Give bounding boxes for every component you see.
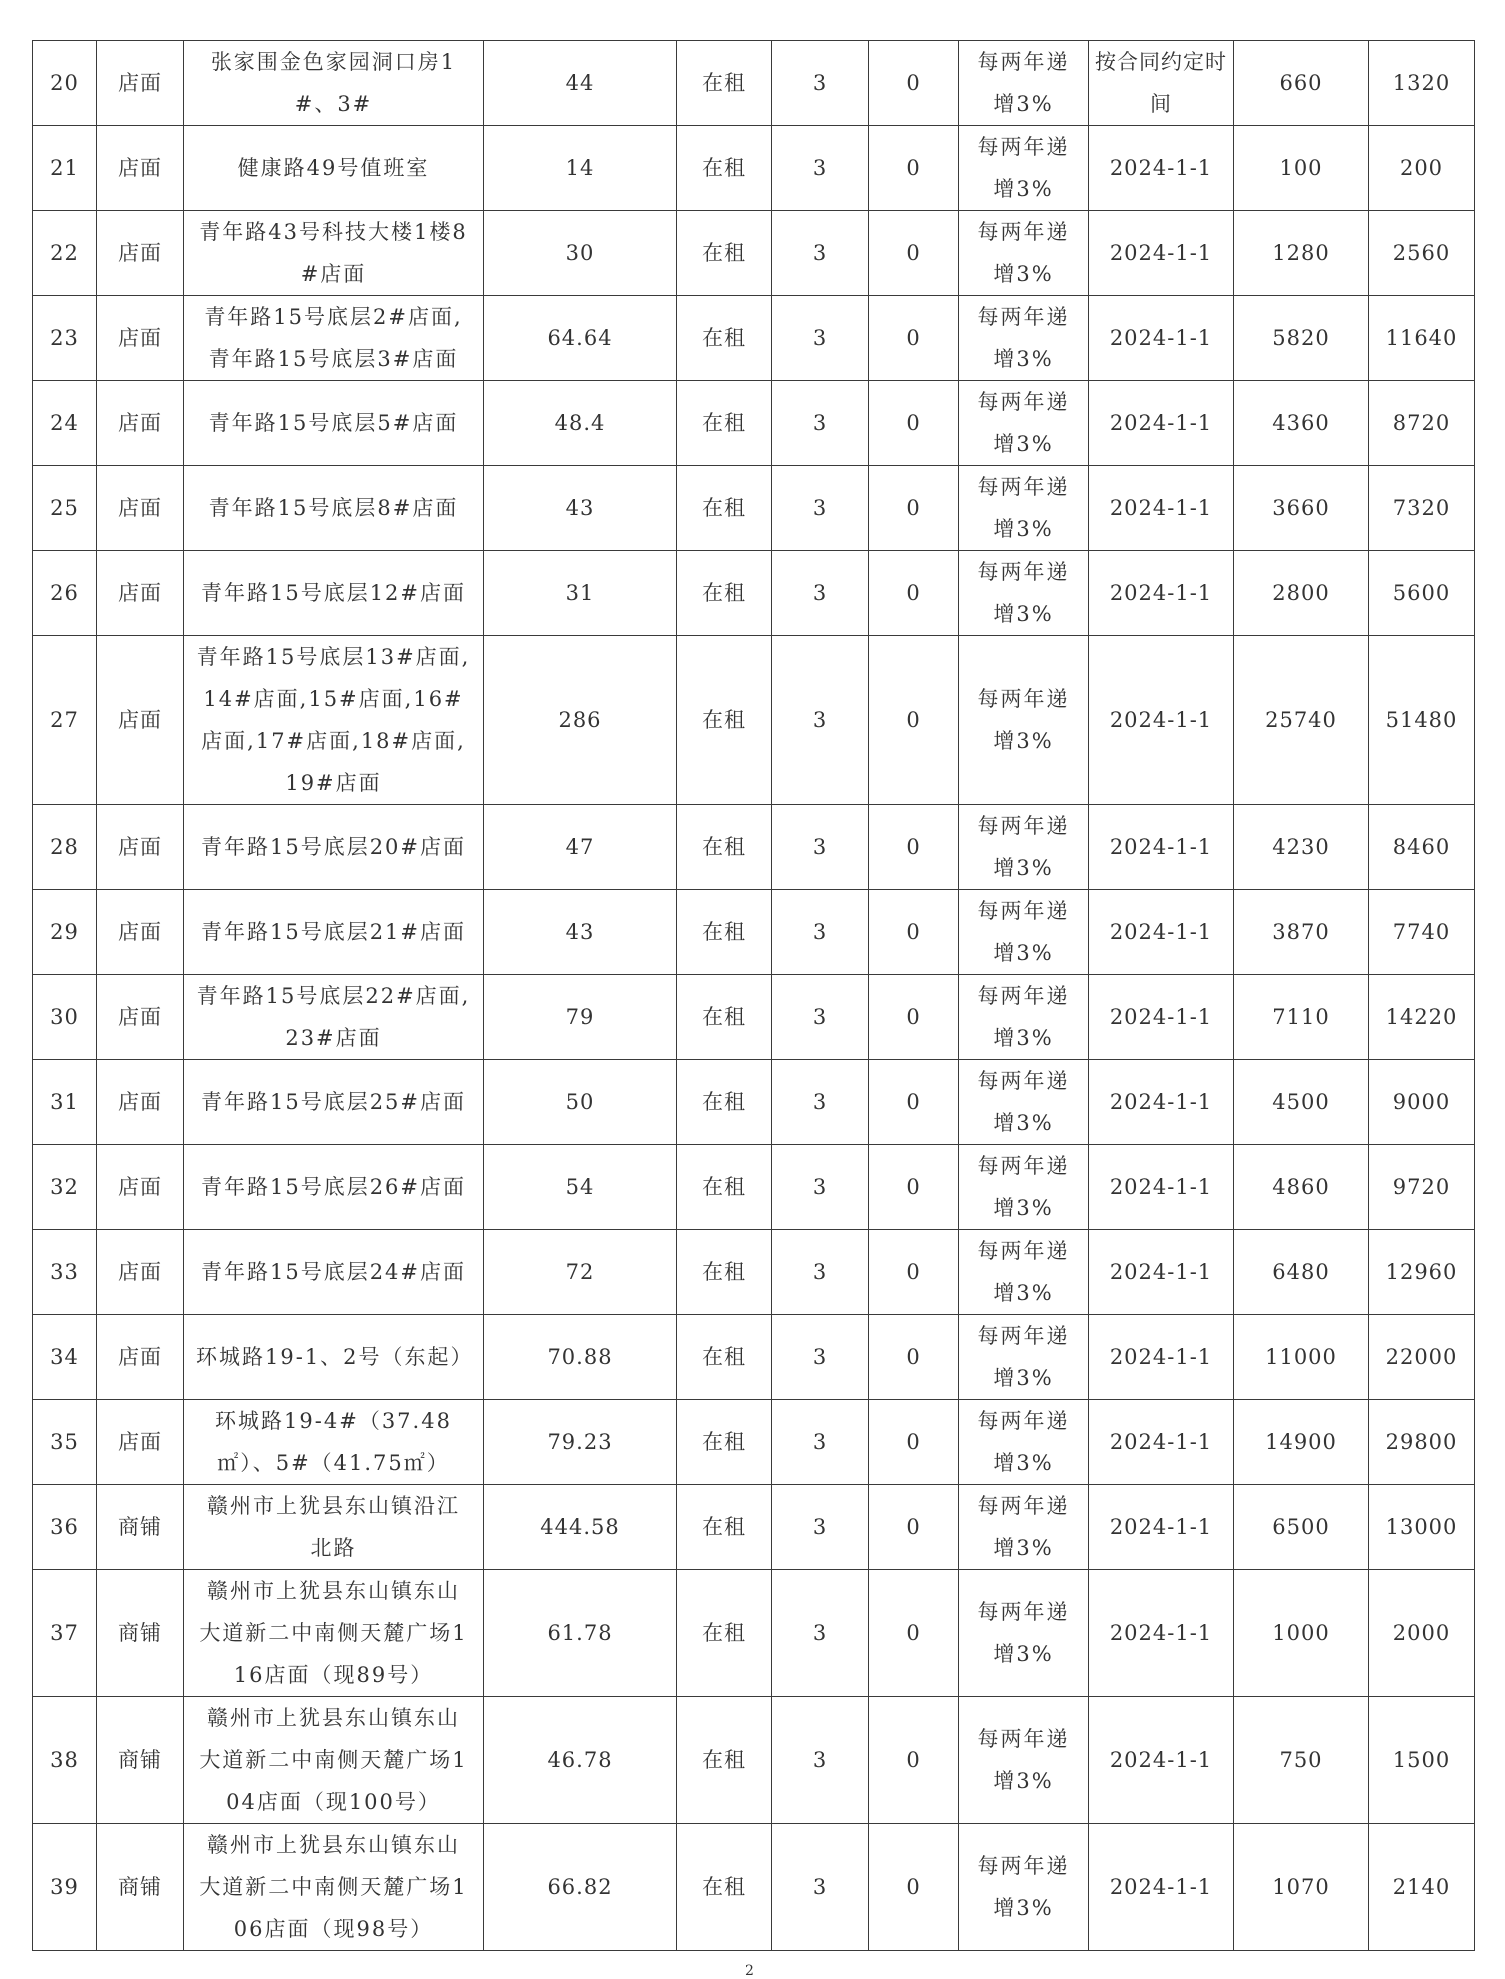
row-number-cell: 36 [33,1485,97,1570]
deposit-cell: 2140 [1369,1824,1475,1951]
property-type-cell: 店面 [97,41,184,126]
rent-increase-cell: 每两年递增3% [959,1697,1089,1824]
table-row [33,41,1475,126]
monthly-rent-cell: 4860 [1234,1145,1369,1230]
address-cell: 青年路15号底层8#店面 [184,466,484,551]
row-number-cell: 34 [33,1315,97,1400]
lease-term-cell: 3 [772,41,869,126]
rent-increase-cell: 每两年递增3% [959,126,1089,211]
lease-term-cell: 3 [772,1315,869,1400]
start-date-cell: 2024-1-1 [1089,1824,1234,1951]
status-cell: 在租 [677,1824,772,1951]
area-cell: 31 [484,551,677,636]
table-row [33,1824,1475,1951]
area-cell: 43 [484,466,677,551]
status-cell: 在租 [677,1697,772,1824]
row-number-cell: 29 [33,890,97,975]
status-cell: 在租 [677,41,772,126]
deposit-cell: 13000 [1369,1485,1475,1570]
status-cell: 在租 [677,1400,772,1485]
status-cell: 在租 [677,975,772,1060]
lease-term-cell: 3 [772,296,869,381]
row-number-cell: 25 [33,466,97,551]
start-date-cell: 2024-1-1 [1089,1230,1234,1315]
rent-increase-cell: 每两年递增3% [959,1485,1089,1570]
monthly-rent-cell: 4500 [1234,1060,1369,1145]
deposit-cell: 12960 [1369,1230,1475,1315]
lease-term-cell: 3 [772,1697,869,1824]
address-cell: 青年路15号底层20#店面 [184,805,484,890]
rent-increase-cell: 每两年递增3% [959,1060,1089,1145]
address-cell: 环城路19-1、2号（东起） [184,1315,484,1400]
status-cell: 在租 [677,1570,772,1697]
deposit-cell: 9000 [1369,1060,1475,1145]
address-cell: 张家围金色家园洞口房1#、3# [184,41,484,126]
table-row [33,1145,1475,1230]
property-type-cell: 店面 [97,466,184,551]
start-date-cell: 2024-1-1 [1089,805,1234,890]
address-cell: 环城路19-4#（37.48㎡）、5#（41.75㎡） [184,1400,484,1485]
area-cell: 79 [484,975,677,1060]
row-number-cell: 37 [33,1570,97,1697]
monthly-rent-cell: 100 [1234,126,1369,211]
property-type-cell: 店面 [97,1315,184,1400]
lease-term-cell: 3 [772,1400,869,1485]
status-cell: 在租 [677,381,772,466]
start-date-cell: 2024-1-1 [1089,1315,1234,1400]
rent-increase-cell: 每两年递增3% [959,1400,1089,1485]
deposit-cell: 5600 [1369,551,1475,636]
area-cell: 50 [484,1060,677,1145]
free-period-cell: 0 [869,1230,959,1315]
free-period-cell: 0 [869,975,959,1060]
lease-term-cell: 3 [772,1570,869,1697]
start-date-cell: 2024-1-1 [1089,1570,1234,1697]
start-date-cell: 2024-1-1 [1089,211,1234,296]
row-number-cell: 38 [33,1697,97,1824]
address-cell: 青年路15号底层2#店面,青年路15号底层3#店面 [184,296,484,381]
table-row [33,1230,1475,1315]
property-type-cell: 店面 [97,1400,184,1485]
start-date-cell: 2024-1-1 [1089,975,1234,1060]
deposit-cell: 29800 [1369,1400,1475,1485]
property-type-cell: 店面 [97,126,184,211]
table-row [33,1060,1475,1145]
table-row [33,211,1475,296]
rent-increase-cell: 每两年递增3% [959,1570,1089,1697]
deposit-cell: 2000 [1369,1570,1475,1697]
rental-table [32,40,1475,1951]
lease-term-cell: 3 [772,551,869,636]
start-date-cell: 2024-1-1 [1089,466,1234,551]
deposit-cell: 7740 [1369,890,1475,975]
property-type-cell: 店面 [97,636,184,805]
deposit-cell: 7320 [1369,466,1475,551]
address-cell: 青年路15号底层26#店面 [184,1145,484,1230]
monthly-rent-cell: 5820 [1234,296,1369,381]
property-type-cell: 店面 [97,805,184,890]
lease-term-cell: 3 [772,1485,869,1570]
table-row [33,636,1475,805]
free-period-cell: 0 [869,551,959,636]
property-type-cell: 商铺 [97,1485,184,1570]
area-cell: 72 [484,1230,677,1315]
table-row [33,1315,1475,1400]
free-period-cell: 0 [869,1697,959,1824]
area-cell: 64.64 [484,296,677,381]
free-period-cell: 0 [869,41,959,126]
monthly-rent-cell: 1000 [1234,1570,1369,1697]
status-cell: 在租 [677,211,772,296]
property-type-cell: 店面 [97,551,184,636]
table-row [33,466,1475,551]
row-number-cell: 23 [33,296,97,381]
status-cell: 在租 [677,1060,772,1145]
status-cell: 在租 [677,1315,772,1400]
lease-term-cell: 3 [772,805,869,890]
table-row [33,975,1475,1060]
free-period-cell: 0 [869,381,959,466]
free-period-cell: 0 [869,296,959,381]
free-period-cell: 0 [869,1570,959,1697]
monthly-rent-cell: 7110 [1234,975,1369,1060]
free-period-cell: 0 [869,1060,959,1145]
lease-term-cell: 3 [772,211,869,296]
rent-increase-cell: 每两年递增3% [959,1315,1089,1400]
start-date-cell: 2024-1-1 [1089,636,1234,805]
area-cell: 14 [484,126,677,211]
address-cell: 赣州市上犹县东山镇东山大道新二中南侧天麓广场104店面（现100号） [184,1697,484,1824]
rent-increase-cell: 每两年递增3% [959,975,1089,1060]
monthly-rent-cell: 3660 [1234,466,1369,551]
deposit-cell: 14220 [1369,975,1475,1060]
lease-term-cell: 3 [772,381,869,466]
property-type-cell: 店面 [97,381,184,466]
property-type-cell: 商铺 [97,1570,184,1697]
address-cell: 青年路15号底层25#店面 [184,1060,484,1145]
property-type-cell: 商铺 [97,1697,184,1824]
start-date-cell: 2024-1-1 [1089,126,1234,211]
table-row [33,1697,1475,1824]
address-cell: 青年路15号底层13#店面,14#店面,15#店面,16#店面,17#店面,18#店面,19#店面 [184,636,484,805]
free-period-cell: 0 [869,636,959,805]
table-row [33,126,1475,211]
property-type-cell: 店面 [97,1145,184,1230]
monthly-rent-cell: 1280 [1234,211,1369,296]
rent-increase-cell: 每两年递增3% [959,1230,1089,1315]
address-cell: 青年路15号底层5#店面 [184,381,484,466]
free-period-cell: 0 [869,1400,959,1485]
monthly-rent-cell: 6500 [1234,1485,1369,1570]
free-period-cell: 0 [869,1145,959,1230]
lease-term-cell: 3 [772,1145,869,1230]
status-cell: 在租 [677,636,772,805]
row-number-cell: 39 [33,1824,97,1951]
rent-increase-cell: 每两年递增3% [959,805,1089,890]
area-cell: 286 [484,636,677,805]
area-cell: 30 [484,211,677,296]
area-cell: 66.82 [484,1824,677,1951]
area-cell: 79.23 [484,1400,677,1485]
deposit-cell: 1320 [1369,41,1475,126]
lease-term-cell: 3 [772,126,869,211]
area-cell: 46.78 [484,1697,677,1824]
address-cell: 赣州市上犹县东山镇东山大道新二中南侧天麓广场116店面（现89号） [184,1570,484,1697]
lease-term-cell: 3 [772,890,869,975]
deposit-cell: 2560 [1369,211,1475,296]
table-row [33,805,1475,890]
table-row [33,1570,1475,1697]
deposit-cell: 9720 [1369,1145,1475,1230]
deposit-cell: 8460 [1369,805,1475,890]
start-date-cell: 2024-1-1 [1089,1145,1234,1230]
deposit-cell: 8720 [1369,381,1475,466]
monthly-rent-cell: 4360 [1234,381,1369,466]
monthly-rent-cell: 2800 [1234,551,1369,636]
monthly-rent-cell: 6480 [1234,1230,1369,1315]
monthly-rent-cell: 660 [1234,41,1369,126]
monthly-rent-cell: 25740 [1234,636,1369,805]
row-number-cell: 30 [33,975,97,1060]
table-row [33,1400,1475,1485]
table-body [33,41,1475,1951]
free-period-cell: 0 [869,890,959,975]
area-cell: 61.78 [484,1570,677,1697]
area-cell: 43 [484,890,677,975]
status-cell: 在租 [677,1145,772,1230]
rent-increase-cell: 每两年递增3% [959,41,1089,126]
free-period-cell: 0 [869,805,959,890]
property-type-cell: 店面 [97,1230,184,1315]
row-number-cell: 35 [33,1400,97,1485]
free-period-cell: 0 [869,1315,959,1400]
free-period-cell: 0 [869,211,959,296]
address-cell: 青年路15号底层22#店面,23#店面 [184,975,484,1060]
area-cell: 444.58 [484,1485,677,1570]
row-number-cell: 32 [33,1145,97,1230]
table-row [33,1485,1475,1570]
table-row [33,890,1475,975]
lease-term-cell: 3 [772,975,869,1060]
address-cell: 赣州市上犹县东山镇沿江北路 [184,1485,484,1570]
row-number-cell: 20 [33,41,97,126]
status-cell: 在租 [677,805,772,890]
rent-increase-cell: 每两年递增3% [959,890,1089,975]
property-type-cell: 店面 [97,890,184,975]
area-cell: 48.4 [484,381,677,466]
row-number-cell: 28 [33,805,97,890]
property-type-cell: 店面 [97,296,184,381]
status-cell: 在租 [677,466,772,551]
start-date-cell: 2024-1-1 [1089,1485,1234,1570]
area-cell: 47 [484,805,677,890]
lease-term-cell: 3 [772,466,869,551]
rent-increase-cell: 每两年递增3% [959,551,1089,636]
monthly-rent-cell: 750 [1234,1697,1369,1824]
rent-increase-cell: 每两年递增3% [959,296,1089,381]
table-row [33,551,1475,636]
rent-increase-cell: 每两年递增3% [959,381,1089,466]
address-cell: 青年路43号科技大楼1楼8#店面 [184,211,484,296]
status-cell: 在租 [677,296,772,381]
free-period-cell: 0 [869,1824,959,1951]
property-type-cell: 店面 [97,1060,184,1145]
row-number-cell: 33 [33,1230,97,1315]
lease-term-cell: 3 [772,1230,869,1315]
rent-increase-cell: 每两年递增3% [959,1824,1089,1951]
monthly-rent-cell: 3870 [1234,890,1369,975]
start-date-cell: 2024-1-1 [1089,1697,1234,1824]
deposit-cell: 11640 [1369,296,1475,381]
start-date-cell: 2024-1-1 [1089,1400,1234,1485]
area-cell: 54 [484,1145,677,1230]
status-cell: 在租 [677,551,772,636]
property-type-cell: 商铺 [97,1824,184,1951]
monthly-rent-cell: 14900 [1234,1400,1369,1485]
property-type-cell: 店面 [97,211,184,296]
rent-increase-cell: 每两年递增3% [959,466,1089,551]
status-cell: 在租 [677,890,772,975]
deposit-cell: 51480 [1369,636,1475,805]
row-number-cell: 27 [33,636,97,805]
free-period-cell: 0 [869,466,959,551]
table-row [33,381,1475,466]
row-number-cell: 31 [33,1060,97,1145]
row-number-cell: 21 [33,126,97,211]
status-cell: 在租 [677,1485,772,1570]
start-date-cell: 按合同约定时间 [1089,41,1234,126]
deposit-cell: 22000 [1369,1315,1475,1400]
free-period-cell: 0 [869,126,959,211]
status-cell: 在租 [677,126,772,211]
monthly-rent-cell: 11000 [1234,1315,1369,1400]
monthly-rent-cell: 4230 [1234,805,1369,890]
area-cell: 44 [484,41,677,126]
row-number-cell: 22 [33,211,97,296]
row-number-cell: 26 [33,551,97,636]
lease-term-cell: 3 [772,1824,869,1951]
monthly-rent-cell: 1070 [1234,1824,1369,1951]
page-number: 2 [745,1963,754,1979]
free-period-cell: 0 [869,1485,959,1570]
address-cell: 健康路49号值班室 [184,126,484,211]
deposit-cell: 1500 [1369,1697,1475,1824]
start-date-cell: 2024-1-1 [1089,381,1234,466]
address-cell: 青年路15号底层21#店面 [184,890,484,975]
row-number-cell: 24 [33,381,97,466]
status-cell: 在租 [677,1230,772,1315]
property-type-cell: 店面 [97,975,184,1060]
lease-term-cell: 3 [772,636,869,805]
address-cell: 青年路15号底层12#店面 [184,551,484,636]
deposit-cell: 200 [1369,126,1475,211]
address-cell: 青年路15号底层24#店面 [184,1230,484,1315]
address-cell: 赣州市上犹县东山镇东山大道新二中南侧天麓广场106店面（现98号） [184,1824,484,1951]
area-cell: 70.88 [484,1315,677,1400]
start-date-cell: 2024-1-1 [1089,890,1234,975]
lease-term-cell: 3 [772,1060,869,1145]
rent-increase-cell: 每两年递增3% [959,636,1089,805]
start-date-cell: 2024-1-1 [1089,551,1234,636]
start-date-cell: 2024-1-1 [1089,296,1234,381]
rent-increase-cell: 每两年递增3% [959,1145,1089,1230]
table-row [33,296,1475,381]
rent-increase-cell: 每两年递增3% [959,211,1089,296]
start-date-cell: 2024-1-1 [1089,1060,1234,1145]
